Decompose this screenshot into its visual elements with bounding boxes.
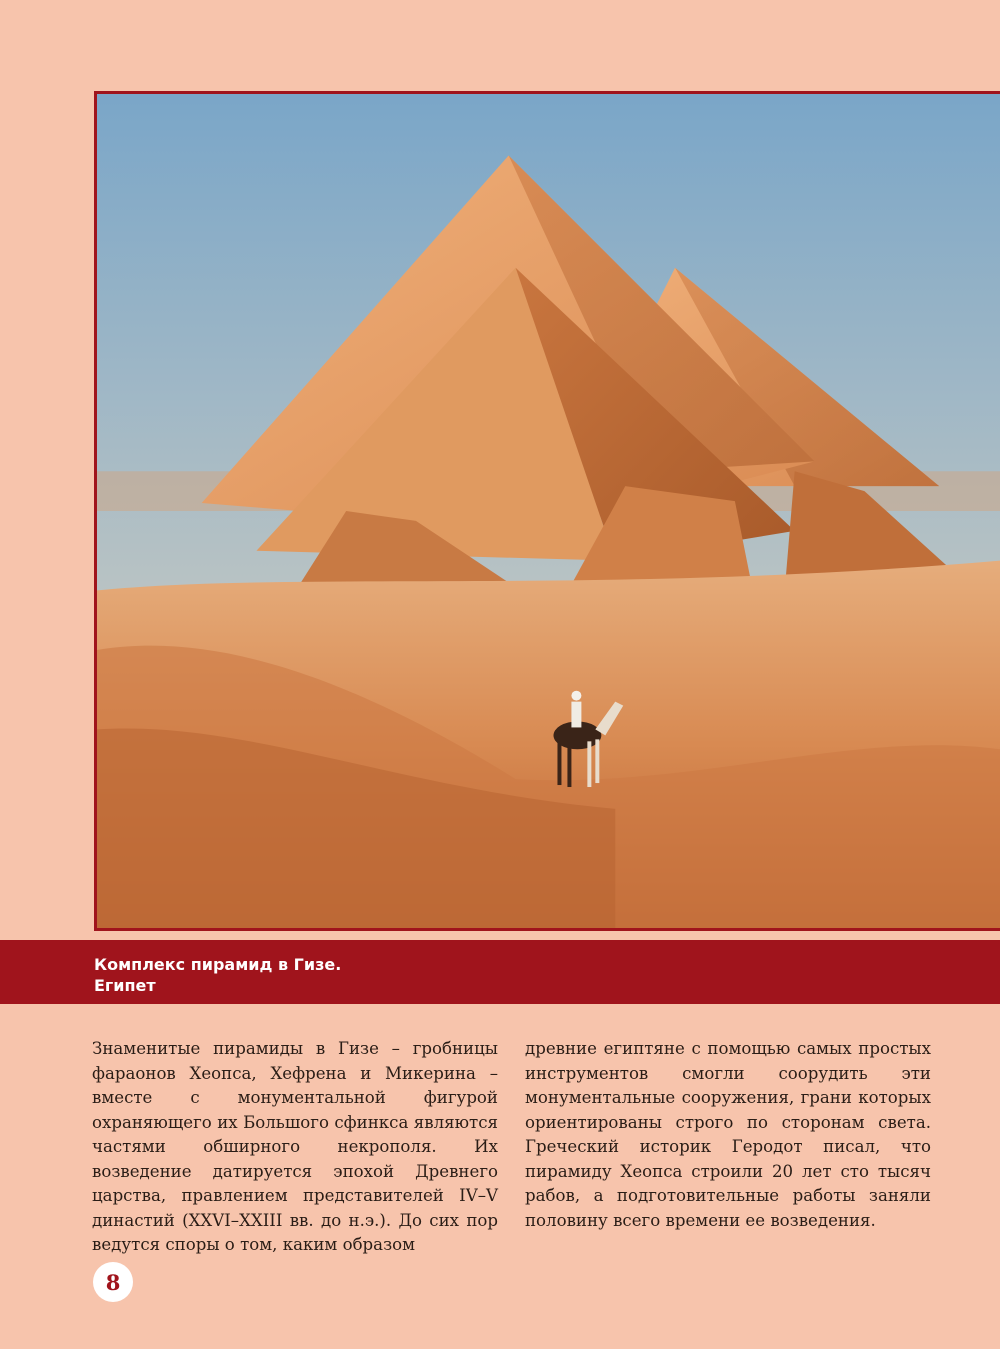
pyramids-photo	[94, 91, 1000, 931]
body-text-right-column: древние египтяне с помощью самых простых инструментов смогли соорудить эти монументальные сооружения, грани которых ориентированы строго по сторонам света. Греческий историк Геродот писал, что пирамиду Хеопса строили 20 лет сто тысяч рабов, а подготовительные работы заняли половину всего времени ее возведения.	[525, 1039, 931, 1230]
photo-caption	[94, 954, 341, 996]
pyramids-illustration	[97, 94, 1000, 928]
caption-line-1: Комплекс пирамид в Гизе.	[94, 955, 342, 974]
body-text-left-column: Знаменитые пирамиды в Гизе – гробницы фараонов Хеопса, Хефрена и Микерина – вместе с монументальной фигурой охраняющего их Большого сфинкса являются частями обширного некрополя. Их возведение датируется эпохой Древнего царства, правлением представителей IV–V династий (XXVI–XXIII вв. до н.э.). До сих пор ведутся споры о том, каким образом	[92, 1039, 498, 1254]
page-number: 8	[93, 1262, 133, 1302]
caption-line-2: Египет	[94, 976, 156, 995]
